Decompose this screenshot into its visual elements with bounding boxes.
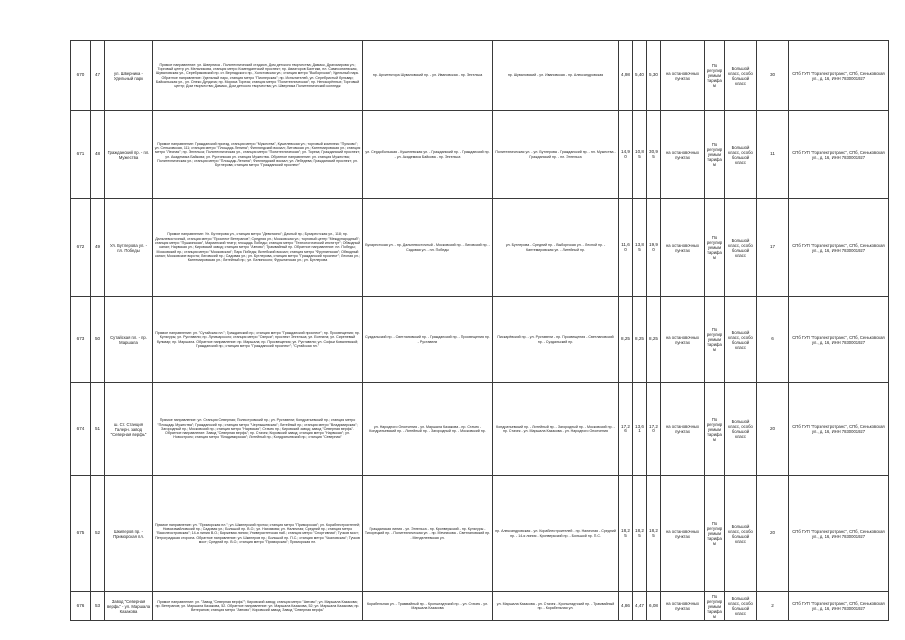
route-name: Гражданский пр. - пл. Мужества: [105, 111, 153, 199]
length-backward: 5,40: [633, 41, 647, 111]
route-stops-description: Прямое направление: ул. Шверника - Политехнический стадион, Дом детского творчества; Дамаск, Драгомирова ул.; Торговый центр ул. Мельникова, станция метро Комендантский проспект; пр. Авиаторов Балтики, пл. Сампсониевская, Шуваловская ул., Серебряковский пр. ст. Вернадского пр., Холстовская ул.; станция метро "Выборгская"; Удельный парк. Обратное направление: Удельный парк, станция метро "Пионерская"; пр. Испытателей, ул. Серебристый бульвар; Байкальская ул., ул. Олеко Дундича; пр. Мориса Тореза; станция метро "Политехническая"; пр. Непокорённых; Торговый центр; Дом творчества; Дамаск, Дом детского творчества; ул. Шверника Политехнический колледж: [153, 41, 363, 111]
vehicle-count: 30: [757, 41, 789, 111]
route-number: 50: [91, 297, 105, 383]
route-name: Сутайская пл. - пр. Маршала: [105, 297, 153, 383]
streets-forward: Бухарестская ул. - пр. Дальневосточный - Московский пр. - Лиговский пр. - Садовая ул. - пл. Победы: [363, 199, 493, 297]
vehicle-class: Большой класс, особо большой класс: [725, 111, 757, 199]
length-forward: 17,26: [619, 383, 633, 476]
route-name: ш. Ст. Станция Галерн. завод "Северная верфь": [105, 383, 153, 476]
stops-order: на остановочных пунктах: [661, 199, 705, 297]
streets-forward: Гражданская линия - ул. Энгельса - пр. Кронверкский - пр. Культуры - Тихорецкий пр. - Политехническая ул. - пр. Мечникова - Светлановский пр. - Менделеевская ул.: [363, 476, 493, 592]
route-number: 51: [91, 383, 105, 476]
length-forward: 4,98: [619, 41, 633, 111]
route-stops-description: Прямое направление: ул. Станция Северная; Полюстровский пр.; ул. Руставели; Кондратьевский пр.; станция метро "Площадь Мужества"; Гражданский пр.; станция метро "Чернышевская"; Литейный пр.; станция метро "Владимирская"; Загородный пр.; Московский пр.; станция метро "Нарвская"; Стачек пр.; Кировский завод; завод "Северная верфь". Обратное направление: Завод "Северная верфь"; пр. Стачек; Кировский завод; станция метро "Нарвская"; ул. Новостроек; станция метро "Владимирская"; Литейный пр.; Кондратьевский пр.; станция "Северная": [153, 383, 363, 476]
route-reg-number: 670: [71, 41, 91, 111]
carrier-info: СПб ГУП "Горэлектротранс", СПб, Сеньковская ул., д. 16, ИНН 7830001927: [789, 297, 889, 383]
route-number: 49: [91, 199, 105, 297]
vehicle-count: 11: [757, 111, 789, 199]
tariff-type: По регулируемым тарифам: [705, 383, 725, 476]
streets-forward: Корабельная ул. - Трамвайный пр. - Кронштадтский пр. - ул. Стачек - ул. Маршала Казакова: [363, 592, 493, 621]
vehicle-class: Большой класс, особо большой класс: [725, 297, 757, 383]
length-forward: 18,25: [619, 476, 633, 592]
carrier-info: СПб ГУП "Горэлектротранс", СПб, Сеньковская ул., д. 16, ИНН 7830001927: [789, 199, 889, 297]
stops-order: на остановочных пунктах: [661, 41, 705, 111]
streets-backward: Кондратьевский пр. - Литейный пр. - Загородный пр. - Московский пр. - пр. Стачек - ул. Маршала Казакова - ул. Народного Ополчения: [493, 383, 619, 476]
length-backward: 18,25: [633, 476, 647, 592]
length-total: 19,90: [647, 199, 661, 297]
streets-backward: пр. Александровская - ул. Кораблестроителей - пр. Наличная - Средний пр. - 14-я линия - Кронверкский пр. - Большой пр. П.С.: [493, 476, 619, 592]
length-total: 6,08: [647, 592, 661, 621]
carrier-info: СПб ГУП "Горэлектротранс", СПб, Сеньковская ул., д. 16, ИНН 7830001927: [789, 592, 889, 621]
route-number: 52: [91, 476, 105, 592]
streets-backward: Политехническая ул. - ул. Бутлерова - Гражданский пр. - пл. Мужества - Гражданский пр. - пл. Энгельса: [493, 111, 619, 199]
route-number: 53: [91, 592, 105, 621]
vehicle-count: 20: [757, 476, 789, 592]
route-reg-number: 673: [71, 297, 91, 383]
tariff-type: По регулируемым тарифам: [705, 476, 725, 592]
route-number: 48: [91, 111, 105, 199]
vehicle-count: 20: [757, 383, 789, 476]
length-backward: 13,85: [633, 199, 647, 297]
stops-order: на остановочных пунктах: [661, 592, 705, 621]
tariff-type: По регулируемым тарифам: [705, 592, 725, 621]
length-backward: 10,85: [633, 111, 647, 199]
route-name: Завод "Северная верфь" - ул. Маршала Казакова: [105, 592, 153, 621]
route-reg-number: 676: [71, 592, 91, 621]
route-name: Ул. Бутлерова ул. - пл. Победы: [105, 199, 153, 297]
length-total: 17,20: [647, 383, 661, 476]
table-row: [71, 592, 889, 621]
streets-backward: пр. Шуваловский - ул. Ивановская - пр. Александровская: [493, 41, 619, 111]
table-row: [71, 41, 889, 111]
stops-order: на остановочных пунктах: [661, 476, 705, 592]
vehicle-class: Большой класс, особо большой класс: [725, 383, 757, 476]
vehicle-count: 6: [757, 297, 789, 383]
length-forward: 4,86: [619, 592, 633, 621]
route-stops-description: Прямое направление: Ул. Бутлерова ул., станция метро "Девяткино"; Дачный пр.; Бухарестская ул., 118; пр. Дальневосточный, станция метро "Проспект Ветеранов"; Средняя ул.; Московская ул.; торговый центр "Международный"; станция метро "Пушкинская", Мариинский театр; площадь Победы; станция метро "Технологический институт"; Обводный канал; Нарвская ул.; Кировский завод; станция метро "Автово"; Трамвайный пр. Обратное направление: пл. Победы; Московский пр.; станция метро "Московская"; Парк Победы; Витебский вокзал; станция метро "Фрунзенская"; Обводный канал; Московские ворота; Лиговский пр.; Садовая ул.; ул. Бутлерова, станция метро "Гражданский проспект"; Лесная ул.; Кантемировская ул.; Литейный пр.; ул. Белинского; Фурштатская ул.; ул. Бутлерова: [153, 199, 363, 297]
streets-forward: Суздальский пр. - Светлановский пр. - Гражданский пр. - Просвещения пр. - Рустaвели: [363, 297, 493, 383]
length-backward: 13,61: [633, 383, 647, 476]
route-name: ул. Шверника - Удельный парк: [105, 41, 153, 111]
length-forward: 11,60: [619, 199, 633, 297]
route-register-table: [70, 40, 888, 620]
route-number: 47: [91, 41, 105, 111]
rows-body: [71, 41, 889, 621]
length-forward: 14,90: [619, 111, 633, 199]
streets-forward: ул. Народного Ополчения - ул. Маршала Казакова - пр. Стачек - Кондратьевский пр. - Литейный пр. - Загородный пр. - Московский пр.: [363, 383, 493, 476]
vehicle-class: Большой класс, особо большой класс: [725, 199, 757, 297]
route-reg-number: 675: [71, 476, 91, 592]
table-row: [71, 383, 889, 476]
vehicle-count: 2: [757, 592, 789, 621]
route-reg-number: 672: [71, 199, 91, 297]
length-total: 5,30: [647, 41, 661, 111]
table-row: [71, 199, 889, 297]
length-total: 18,25: [647, 476, 661, 592]
route-stops-description: Прямое направление: ул. "Приморская пл."; ул. Шкиперский проток; станция метро "Приморская"; ул. Кораблестроителей; Новоизмайловский пр.; Садовая ул.; Большой пр. В.О.; ул. Нахимова; ул. Наличная; Средний пр.; станция метро "Василеостровская"; 14-я линия В.О.; Биржевая линия; Университетская наб.; станция метро "Спортивная"; Тучков мост; Петроградская сторона. Обратное направление: ул. Шкиперов пр.; Большой пр. П.С.; станция метро "Чкаловская"; Тучков мост; Средний пр. В.О.; станция метро "Приморская"; Приморская пл.: [153, 476, 363, 592]
streets-backward: Пискарёвский пр. - ул. Руставели - пр. Просвещения - Светлановский пр. - Суздальский пр.: [493, 297, 619, 383]
stops-order: на остановочных пунктах: [661, 297, 705, 383]
table-row: [71, 476, 889, 592]
length-backward: 8,25: [633, 297, 647, 383]
route-stops-description: Прямое направление: Гражданский проезд, станция метро "Мужества", Кушелевская ул.; торговый комплекс "Пулково"; ул. Сеньковская, 111; станция метро "Площадь Ленина"; Финляндский вокзал; Литовская ул.; Кантемировская ул.; станция метро "Лесная"; пр. Энгельса; Политехническая ул., станция метро "Политехническая"; ул. Тореза; Гражданский проспект; ул. Академика Байкова; ул. Рустинская ул. станция Мужества. Обратное направление: ул. станция Мужества; Политехническая ул.; станция метро "Площадь Ленина"; Финляндский вокзал; ул. Лебедева; Гражданский проспект; ул. Бутлерова; станция метро "Гражданский проспект": [153, 111, 363, 199]
length-total: 30,95: [647, 111, 661, 199]
carrier-info: СПб ГУП "Горэлектротранс", СПб, Сеньковская ул., д. 16, ИНН 7830001927: [789, 383, 889, 476]
tariff-type: По регулируемым тарифам: [705, 111, 725, 199]
streets-backward: ул. Маршала Казакова - ул. Стачек - Кронштадтский пр. - Трамвайный пр. - Корабельная ул.: [493, 592, 619, 621]
carrier-info: СПб ГУП "Горэлектротранс", СПб, Сеньковская ул., д. 16, ИНН 7830001927: [789, 111, 889, 199]
tariff-type: По регулируемым тарифам: [705, 41, 725, 111]
route-stops-description: Прямое направление: ул. "Завод "Северная верфь""; Кировский завод; станция метро "Автово"; ул. Маршала Казакова; пр. Ветеранов; ул. Маршала Казакова, 52. Обратное направление: ул. Маршала Казакова, 52; ул. Маршала Казакова; пр. Ветеранов; станция метро "Автово"; Кировский завод; Завод "Северная верфь": [153, 592, 363, 621]
streets-forward: ул. Сердобольская - Кушелевская ул. - Гражданский пр. - Гражданский пр. - ул. Академика Байкова - пр. Энгельса: [363, 111, 493, 199]
tariff-type: По регулируемым тарифам: [705, 199, 725, 297]
vehicle-count: 17: [757, 199, 789, 297]
streets-backward: ул. Бутлерова - Средний пр. - Выборгская ул. - Лесной пр. - Кантемировская ул. - Литейный пр.: [493, 199, 619, 297]
table-row: [71, 111, 889, 199]
route-stops-description: Прямое направление: ул. "Сутайская пл."; Гражданский пр.; станция метро "Гражданский проспект"; пр. Просвещения; пр. Культуры; ул. Руставели; пр. Луначарского; станция метро "Озерки"; проспект Энгельса; ул. Есенина; ул. Сиреневый бульвар; пр. Маршала. Обратное направление: пр. Маршала; пр. Просвещения; ул. Руставели; ул. Софьи Ковалевской; Гражданский пр.; станция метро "Гражданский проспект"; "Сутайская пл.": [153, 297, 363, 383]
tariff-type: По регулируемым тарифам: [705, 297, 725, 383]
route-reg-number: 674: [71, 383, 91, 476]
routes-grid: [70, 40, 889, 621]
route-name: Шкиперов пр. - Приморская пл.: [105, 476, 153, 592]
vehicle-class: Большой класс, особо большой класс: [725, 476, 757, 592]
table-row: [71, 297, 889, 383]
length-total: 8,25: [647, 297, 661, 383]
length-forward: 8,25: [619, 297, 633, 383]
stops-order: на остановочных пунктах: [661, 111, 705, 199]
stops-order: на остановочных пунктах: [661, 383, 705, 476]
carrier-info: СПб ГУП "Горэлектротранс", СПб, Сеньковская ул., д. 16, ИНН 7830001927: [789, 476, 889, 592]
carrier-info: СПб ГУП "Горэлектротранс", СПб, Сеньковская ул., д. 16, ИНН 7830001927: [789, 41, 889, 111]
route-reg-number: 671: [71, 111, 91, 199]
length-backward: 4,47: [633, 592, 647, 621]
streets-forward: пр. Архитектора Шуваловский пр. - ул. Ивановская - пр. Энгельса: [363, 41, 493, 111]
vehicle-class: Большой класс, особо большой класс: [725, 41, 757, 111]
vehicle-class: Большой класс, особо большой класс: [725, 592, 757, 621]
